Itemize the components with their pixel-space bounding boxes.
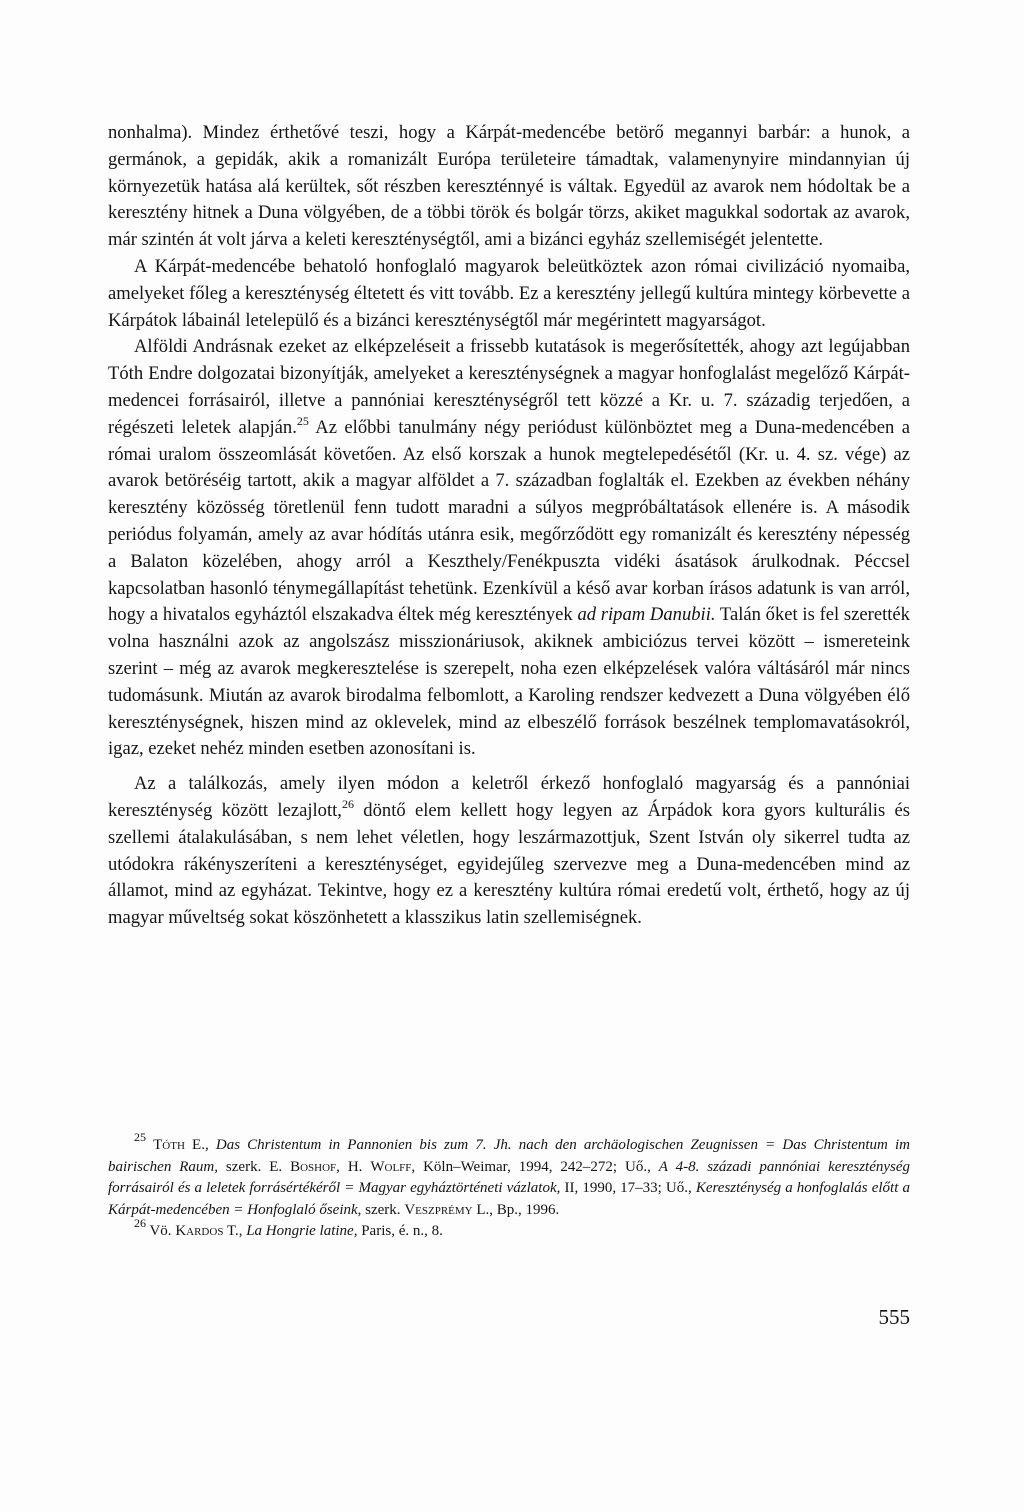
footnote-number-25: 25 [134, 1130, 146, 1144]
paragraph-3 [108, 334, 910, 763]
footnote-25-editor-label-2: szerk. [361, 1201, 405, 1218]
footnote-26-lead: Vö. [146, 1223, 176, 1239]
footnote-25-publication-2: II, 1990, 17–33; Uő., [560, 1180, 696, 1196]
footnote-25-author: Tóth E. [153, 1137, 205, 1153]
paragraph-3-text-start: Alföldi Andrásnak ezeket az elképzeléseit a frissebb kutatások is megerősítették, ahogy azt legújabban Tóth Endre dolgozatai bizonyítják, amelyeket a kereszténységnek a magyar honfoglalást megelőző Kárpát-medencei forrásairól, illetve a pannóniai kereszténységről tett közzé a Kr. u. 7. századig terjedően, a régészeti leletek alapján. [108, 336, 910, 438]
footnote-25-editor-separator: , H. [336, 1158, 371, 1175]
paragraph-2 [108, 254, 910, 334]
footnote-25: $^{25}$ Tóth E., Das Christentum in Pannonien bis zum 7. Jh. nach den archäologischen Zeugnissen = Das Christentum im bairischen Raum, szerk. E. Boshof, H. Wolff, Köln–Weimar, 1994, 242–272; Uő., A 4-8. századi pannóniai kereszténység forrásairól és a leletek forrásértékéről = Magyar egyháztörténeti vázlatok, II, 1990, 17–33; Uő., Kereszténység a honfoglalás előtt a Kárpát-medencében = Honfoglaló őseink, szerk. Veszprémy L., Bp., 1996. [108, 1130, 911, 1218]
footnote-ref-25[interactable]: 25 [296, 413, 309, 428]
paragraph-4-text-start: Az a találkozás, amely ilyen módon a keletről érkező honfoglaló magyarság és a pannóniai kereszténység között lezajlott, [108, 773, 910, 821]
footnote-25-publication-3: L., Bp., 1996. [472, 1201, 560, 1218]
footnote-25-title-1: Das Christentum in Pannonien bis zum 7. Jh. nach den archäologischen Zeugnissen = Das Christentum im bairischen Raum, [108, 1137, 910, 1175]
footnote-25-editor-label: szerk. E. [218, 1158, 291, 1175]
footnote-26-author: Kardos [175, 1223, 224, 1239]
footnote-ref-26[interactable]: 26 [341, 796, 354, 811]
paragraph-4-text-end: döntő elem kellett hogy legyen az Árpádok kora gyors kulturális és szellemi átalakulásában, s nem lehet véletlen, hogy leszármazottjuk, Szent István oly sikerrel tudta az utódokra rákényszeríteni a kereszténységet, egyidejűleg szervezve meg a Duna-medencében mind az államot, mind az egyházat. Tekintve, hogy ez a keresztény kultúra római eredetű volt, érthető, hogy az új magyar műveltség sokat köszönhetett a klasszikus latin szellemiségnek. [108, 799, 911, 929]
footnote-number-26: 26 [134, 1216, 146, 1230]
paragraph-3-text-middle: Az előbbi tanulmány négy periódust különböztet meg a Duna-medencében a római uralom összeomlását követően. Az első korszak a hunok megtelepedésétől (Kr. u. 4. sz. vége) az avarok betöréséig tartott, akik a magyar alföldet a 7. században foglalták el. Ezekben az években néhány keresztény közösség töretlenül fenn tudott maradni a súlyos megpróbáltatások ellenére is. A második periódus folyamán, amely az avar hódítás utánra esik, megőrződött egy romanizált és keresztény népesség a Balaton közelében, ahogy arról a Keszthely/Fenékpuszta vidéki ásatások árulkodnak. Péccsel kapcsolatban hasonló ténymegállapítást tehetünk. Ezenkívül a késő avar korban írásos adatunk is van arról, hogy a hivatalos egyháztól elszakadva éltek még keresztények [108, 416, 910, 626]
footnotes [108, 1130, 911, 1243]
paragraph-1 [108, 120, 910, 254]
paragraph-1-text: nonhalma). Mindez érthetővé teszi, hogy a Kárpát-medencébe betörő megannyi barbár: a hunok, a germánok, a gepidák, akik a romanizált Európa területeire támadtak, valamenynyire mindannyian új környezetük hatása alá kerültek, sőt részben kereszténnyé is váltak. Egyedül az avarok nem hódoltak be a keresztény hitnek a Duna völgyében, de a többi török és bolgár törzs, akiket magukkal sodortak az avarok, már szintén át volt járva a keleti kereszténységtől, ami a bizánci egyház szellemiségét jelentette. [108, 122, 910, 251]
footnote-26-author-initial: T., [223, 1223, 247, 1239]
footnote-25-publication-1: , Köln–Weimar, 1994, 242–272; Uő., [411, 1158, 659, 1175]
body-text [108, 120, 910, 932]
footnote-25-editor-b: Wolff [370, 1158, 412, 1175]
paragraph-2-text: A Kárpát-medencébe behatoló honfoglaló magyarok beleütköztek azon római civilizáció nyomaiba, amelyeket főleg a kereszténység éltetett és vitt tovább. Ez a keresztény jellegű kultúra mintegy körbevette a Kárpátok lábainál letelepülő és a bizánci kereszténységtől már megérintett magyarságot. [108, 255, 910, 331]
paragraph-3-text-end: Talán őket is fel szerették volna használni azok az angolszász misszionáriusok, akiknek ambiciózus tervei között – ismereteink szerint – még az avarok megkeresztelése is szerepelt, noha ezen elképzelések valóra váltásáról már nincs tudomásunk. Miután az avarok birodalma felbomlott, a Karoling rendszer kedvezett a Duna völgyében élő kereszténységnek, hiszen mind az oklevelek, mind az elbeszélő források beszélnek templomavatásokról, igaz, ezeket nehéz minden esetben azonosítani is. [108, 604, 910, 760]
footnote-25-title-2: A 4-8. századi pannóniai kereszténység forrásairól és a leletek forrásértékéről = Magyar egyháztörténeti vázlatok, [108, 1158, 911, 1196]
latin-phrase: ad ripam Danubii. [577, 604, 716, 626]
paragraph-4 [108, 771, 910, 932]
footnote-26 [108, 1216, 910, 1243]
footnote-25-editor-c: Veszprémy [404, 1201, 473, 1218]
footnote-26-publication: Paris, é. n., 8. [357, 1223, 443, 1239]
page-number: 555 [878, 1305, 910, 1329]
footnote-25-editor-a: Boshof [290, 1158, 337, 1175]
footnote-25-title-3: Kereszténység a honfoglalás előtt a Kárpát-medencében = Honfoglaló őseink, [108, 1180, 910, 1218]
footnote-26-title: La Hongrie latine, [246, 1223, 358, 1239]
